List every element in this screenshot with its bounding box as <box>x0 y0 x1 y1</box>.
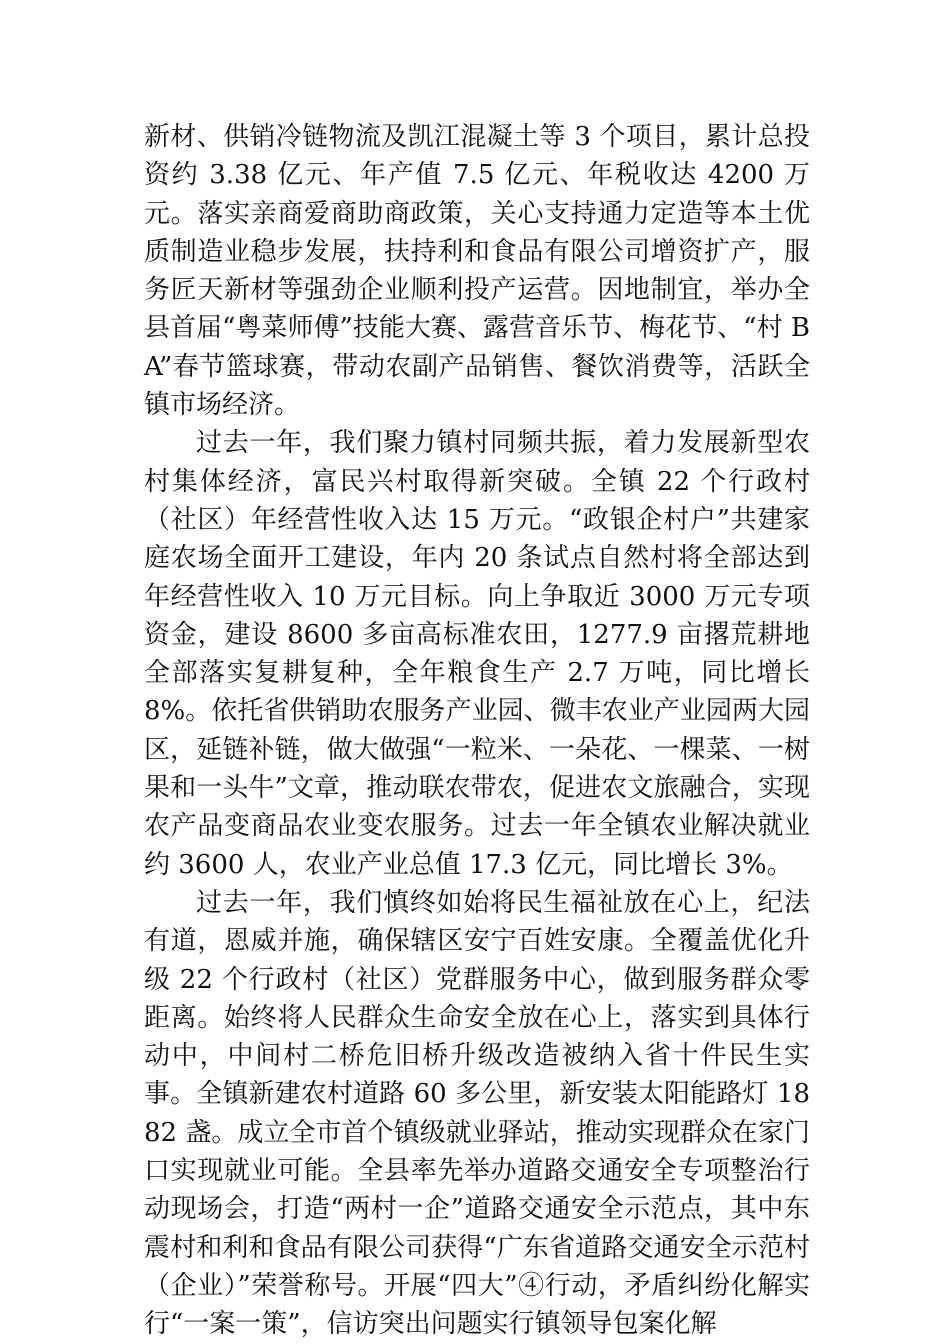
paragraph-investment-projects: 新材、供销冷链物流及凯江混凝土等 3 个项目，累计总投资约 3.38 亿元、年产值 7.5 亿元、年税收达 4200 万元。落实亲商爱商助商政策，关心支持通力定造等本土优质制造业稳步发展，扶持利和食品有限公司增资扩产，服务匠天新材等强劲企业顺利投产运营。因地制宜，举办全县首届“粤菜师傅”技能大赛、露营音乐节、梅花节、“村 BA”春节篮球赛，带动农副产品销售、餐饮消费等，活跃全镇市场经济。 <box>144 122 810 421</box>
paragraph-rural-collective-economy: 过去一年，我们聚力镇村同频共振，着力发展新型农村集体经济，富民兴村取得新突破。全镇 22 个行政村（社区）年经营性收入达 15 万元。“政银企村户”共建家庭农场全面开工建设，年内 20 条试点自然村将全部达到年经营性收入 10 万元目标。向上争取近 3000 万元专项资金，建设 8600 多亩高标准农田，1277.9 亩撂荒耕地全部落实复耕复种，全年粮食生产 2.7 万吨，同比增长 8%。依托省供销助农服务产业园、微丰农业产业园两大园区，延链补链，做大做强“一粒米、一朵花、一棵菜、一树果和一头牛”文章，推动联农带农，促进农文旅融合，实现农产品变商品农业变农服务。过去一年全镇农业解决就业约 3600 人，农业产业总值 17.3 亿元，同比增长 3%。 <box>144 428 810 880</box>
paragraph-livelihood-wellbeing: 过去一年，我们慎终如始将民生福祉放在心上，纪法有道，恩威并施，确保辖区安宁百姓安康。全覆盖优化升级 22 个行政村（社区）党群服务中心，做到服务群众零距离。始终将人民群众生命安全放在心上，落实到具体行动中，中间村二桥危旧桥升级改造被纳入省十件民生实事。全镇新建农村道路 60 多公里，新安装太阳能路灯 1882 盏。成立全市首个镇级就业驿站，推动实现群众在家门口实现就业可能。全县率先举办道路交通安全专项整治行动现场会，打造“两村一企”道路交通安全示范点，其中东震村和利和食品有限公司获得“广东省道路交通安全示范村（企业）”荣誉称号。开展“四大”④行动，矛盾纠纷化解实行“一案一策”，信访突出问题实行镇领导包案化解 <box>144 887 810 1340</box>
document-body <box>144 118 810 1344</box>
